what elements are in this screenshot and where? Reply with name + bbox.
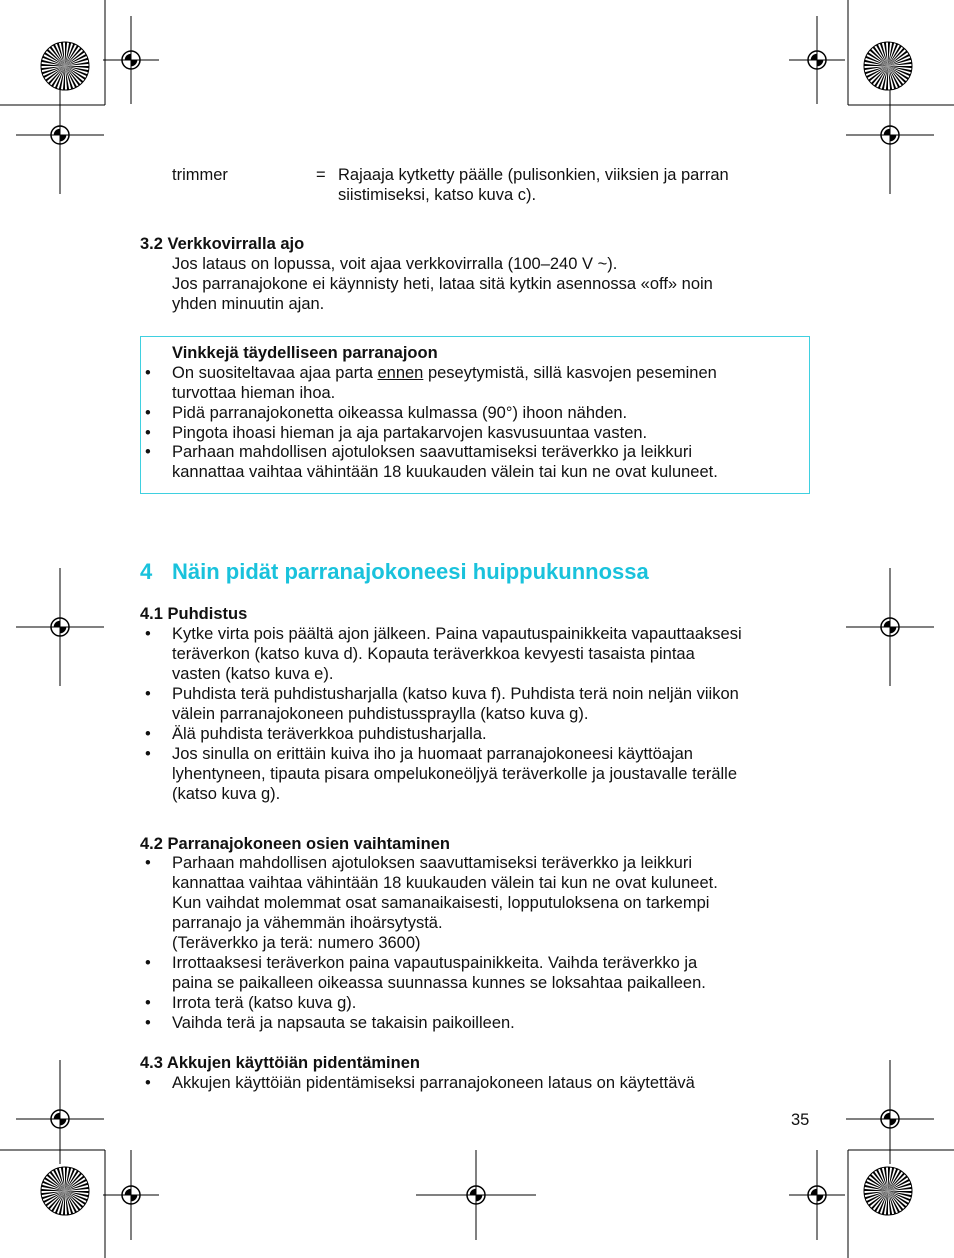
- s41-b1-line: teräverkon (katso kuva d). Kopauta teräverkkoa kevyesti tasaista pintaa: [172, 645, 695, 663]
- trimmer-term: trimmer: [172, 166, 228, 184]
- s41-b1-line: vasten (katso kuva e).: [172, 665, 334, 683]
- s41-b2-line: Puhdista terä puhdistusharjalla (katso kuva f). Puhdista terä noin neljän viikon: [172, 685, 739, 703]
- bullet: •: [145, 625, 151, 643]
- s42-b1-line: Kun vaihdat molemmat osat samanaikaisesti, lopputuloksena on tarkempi: [172, 894, 710, 912]
- s41-b4-line: (katso kuva g).: [172, 785, 281, 803]
- section-4-3-title: 4.3 Akkujen käyttöiän pidentäminen: [140, 1054, 420, 1072]
- bullet: •: [145, 364, 151, 382]
- s42-b1-line: parranajo ja vähemmän ihoärsytystä.: [172, 914, 443, 932]
- section-3-2-line: yhden minuutin ajan.: [172, 295, 325, 313]
- bullet: •: [145, 685, 151, 703]
- section-4-1-title: 4.1 Puhdistus: [140, 605, 248, 623]
- registration-starburst-icon: [864, 42, 912, 90]
- section-4-title: Näin pidät parranajokoneesi huippukunnossa: [172, 559, 649, 584]
- section-4-2-title: 4.2 Parranajokoneen osien vaihtaminen: [140, 835, 450, 853]
- section-3-2-line: Jos parranajokone ei käynnisty heti, lataa sitä kytkin asennossa «off» noin: [172, 275, 713, 293]
- s41-b2-line: välein parranajokoneen puhdistusspraylla (katso kuva g).: [172, 705, 589, 723]
- tip-item-4-line2: kannattaa vaihtaa vähintään 18 kuukauden välein tai kun ne ovat kuluneet.: [172, 463, 718, 481]
- tip-item-1-underlined: ennen: [377, 364, 424, 382]
- bullet: •: [145, 1014, 151, 1032]
- s41-b3-line: Älä puhdista teräverkkoa puhdistusharjalla.: [172, 725, 487, 743]
- trimmer-desc-line2: siistimiseksi, katso kuva c).: [338, 186, 537, 204]
- page-number: 35: [791, 1111, 810, 1129]
- bullet: •: [145, 443, 151, 461]
- s42-b3-line: Irrota terä (katso kuva g).: [172, 994, 357, 1012]
- bullet: •: [145, 725, 151, 743]
- section-4-heading: [140, 558, 649, 586]
- tip-item-1-line2: turvottaa hieman ihoa.: [172, 384, 336, 402]
- bullet: •: [145, 954, 151, 972]
- tip-item-3: Pingota ihoasi hieman ja aja partakarvojen kasvusuuntaa vasten.: [172, 424, 648, 442]
- bullet: •: [145, 404, 151, 422]
- registration-starburst-icon: [41, 1167, 89, 1215]
- trimmer-desc-line1: Rajaaja kytketty päälle (pulisonkien, viiksien ja parran: [338, 166, 729, 184]
- s42-b1-line: (Teräverkko ja terä: numero 3600): [172, 934, 421, 952]
- bullet: •: [145, 424, 151, 442]
- s42-b2-line: Irrottaaksesi teräverkon paina vapautuspainikkeita. Vaihda teräverkko ja: [172, 954, 698, 972]
- s41-b4-line: Jos sinulla on erittäin kuiva iho ja huomaat parranajokoneesi käyttöajan: [172, 745, 693, 763]
- bullet: •: [145, 994, 151, 1012]
- s42-b1-line: kannattaa vaihtaa vähintään 18 kuukauden välein tai kun ne ovat kuluneet.: [172, 874, 718, 892]
- s43-b1-line: Akkujen käyttöiän pidentämiseksi parranajokoneen lataus on käytettävä: [172, 1074, 695, 1092]
- s41-b1-line: Kytke virta pois päältä ajon jälkeen. Paina vapautuspainikkeita vapauttaaksesi: [172, 625, 742, 643]
- registration-starburst-icon: [41, 42, 89, 90]
- section-4-number: 4: [140, 559, 153, 584]
- bullet: •: [145, 745, 151, 763]
- bullet: •: [145, 1074, 151, 1092]
- bullet: •: [145, 854, 151, 872]
- tip-item-2: Pidä parranajokonetta oikeassa kulmassa (90°) ihoon nähden.: [172, 404, 628, 422]
- s42-b2-line: paina se paikalleen oikeassa suunnassa kunnes se loksahtaa paikalleen.: [172, 974, 706, 992]
- s41-b4-line: lyhentyneen, tipauta pisara ompelukoneöljyä teräverkolle ja joustavalle terälle: [172, 765, 738, 783]
- section-3-2-title: 3.2 Verkkovirralla ajo: [140, 235, 305, 253]
- s42-b1-line: Parhaan mahdollisen ajotuloksen saavuttamiseksi teräverkko ja leikkuri: [172, 854, 693, 872]
- section-3-2-line: Jos lataus on lopussa, voit ajaa verkkovirralla (100–240 V ~).: [172, 255, 618, 273]
- tip-item-1-post: peseytymistä, sillä kasvojen peseminen: [423, 364, 717, 382]
- trimmer-equals: =: [316, 166, 326, 184]
- tip-item-4-line1: Parhaan mahdollisen ajotuloksen saavuttamiseksi teräverkko ja leikkuri: [172, 443, 693, 461]
- tips-title: Vinkkejä täydelliseen parranajoon: [172, 344, 438, 362]
- s42-b4-line: Vaihda terä ja napsauta se takaisin paikoilleen.: [172, 1014, 515, 1032]
- tip-item-1: [172, 363, 717, 383]
- tip-item-1-pre: On suositeltavaa ajaa parta: [172, 364, 378, 382]
- registration-starburst-icon: [864, 1167, 912, 1215]
